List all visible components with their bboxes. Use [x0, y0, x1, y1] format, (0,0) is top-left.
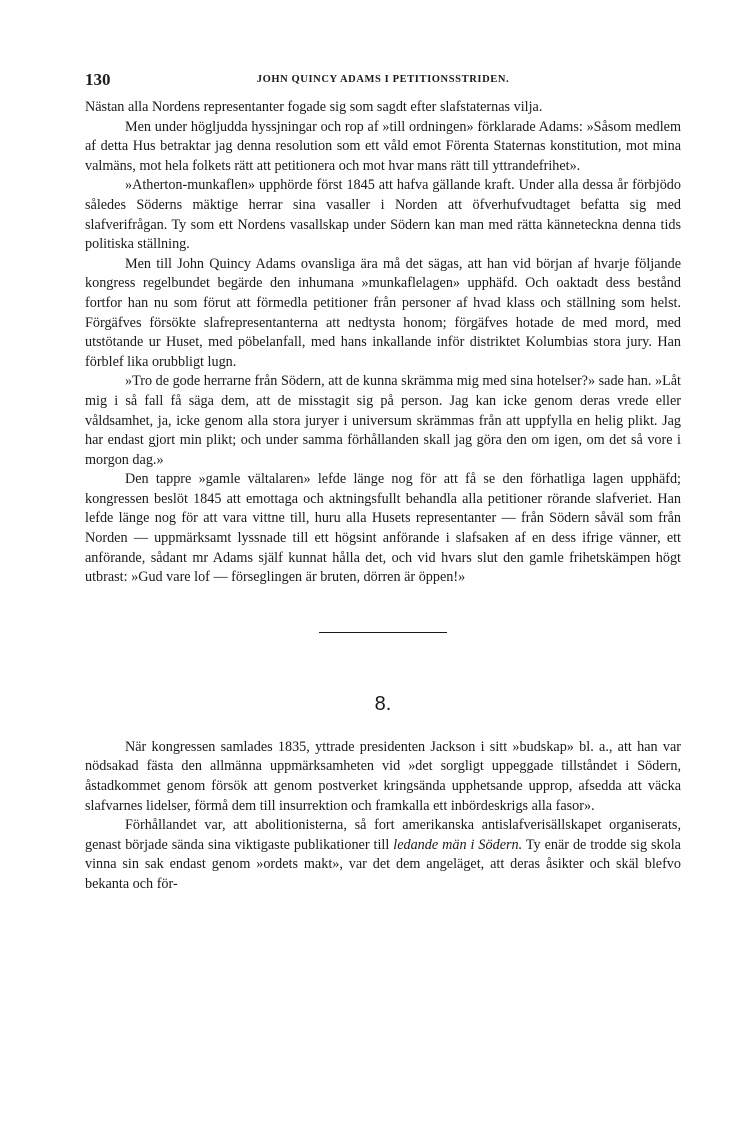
paragraph: Nästan alla Nordens representanter fogade sig som sagdt efter slafstaternas vilja.: [85, 99, 543, 115]
paragraph-text: Ty enär de trodde sig skola vinna sin sak endast genom »ordets makt», var det dem angeläget, att deras åsikter och skäl blefvo bekanta och för-: [85, 836, 681, 892]
paragraph: »Atherton-munkaflen» upphörde först 1845 att hafva gällande kraft. Under alla dessa år förbjödo således Söderns mäktige herrar sina vasaller i Norden att öfverhufvudtaget befatta sig med slafverifrågan. Ty som ett Nordens vasallskap under Södern kan man med rätta känneteckna denna tids politiska ställning.: [85, 177, 681, 253]
paragraph: Men till John Quincy Adams ovansliga ära må det sägas, att han vid början af hvarje följande kongress regelbundet begärde den inhumana »munkaflelagen» upphäfd. Och oaktadt dess bestånd fortfor han nu som förut att förmedla petitioner från personer af hvad klass och ställning som helst. Förgäfves försökte slafrepresentanterna att nedtysta honom; förgäfves hotade de med mord, med utstötande ur Huset, med pöbelanfall, med hans inkallande inför distriktet Kolumbias stora jury. Han förblef lika orubbligt lugn.: [85, 255, 681, 370]
italic-phrase: ledande män i Södern.: [393, 836, 523, 853]
paragraph-text: Förhållandet var, att abolitionisterna, så fort amerikanska antislafverisällskapet organiserats, genast började sända sina viktigaste publikationer till: [85, 817, 681, 853]
paragraph: Den tappre »gamle vältalaren» lefde länge nog för att få se den förhatliga lagen upphäfd; kongressen beslöt 1845 att emottaga och aktningsfullt behandla alla petitioner rörande slafveriet. Han lefde länge nog för att vara vittne till, huru alla Husets representanter — från Södern såväl som från Norden — uppmärksamt lyssnade till ett högsint anförande i slafsaken af en dess ifrige vänner, ett anförande, sådant mr Adams själf kunnat hålla det, och vid hvars slut den gamle frihetskämpen högt utbrast: »Gud vare lof — förseglingen är bruten, dörren är öppen!»: [85, 471, 681, 586]
running-head: JOHN QUINCY ADAMS I PETITIONSSTRIDEN.: [256, 74, 510, 85]
section-divider: [319, 632, 447, 633]
chapter-number: 8.: [374, 692, 392, 715]
page-number: 130: [85, 70, 111, 89]
book-page: [85, 70, 681, 895]
paragraph: När kongressen samlades 1835, yttrade presidenten Jackson i sitt »budskap» bl. a., att han var nödsakad fästa den allmänna uppmärksamheten vid »det sorgligt uppeggade tillståndet i Södern, åstadkommet genom försök att genom postverket kringsända upphetsande upprop, afsedda att väcka slafvarnes lidelser, förmå dem till insurrektion och framkalla ett inbördeskrigs alla fasor».: [85, 738, 681, 814]
paragraph: »Tro de gode herrarne från Södern, att de kunna skrämma mig med sina hotelser?» sade han. »Låt mig i så fall få säga dem, att de misstagit sig på person. Jag kan icke genom deras vrede eller våldsamhet, ja, icke genom alla stora juryer i universum skrämmas från att uppfylla en helig plikt. Jag har endast gjort min plikt; och under samma förhållanden skall jag göra den om igen, om det så vore i morgon dag.»: [85, 373, 681, 468]
chapter-body: [85, 738, 681, 895]
paragraph: Men under högljudda hyssjningar och rop af »till ordningen» förklarade Adams: »Såsom medlem af detta Hus betraktar jag denna resolution som ett våld emot Förenta Staternas konstitution, mot mina valmäns, mot hela folkets rätt att petitionera och mot hvar mans rätt till yttrandefrihet».: [85, 118, 681, 174]
paragraph: [85, 816, 681, 894]
section-body: [85, 98, 681, 588]
page-header: [85, 70, 681, 92]
